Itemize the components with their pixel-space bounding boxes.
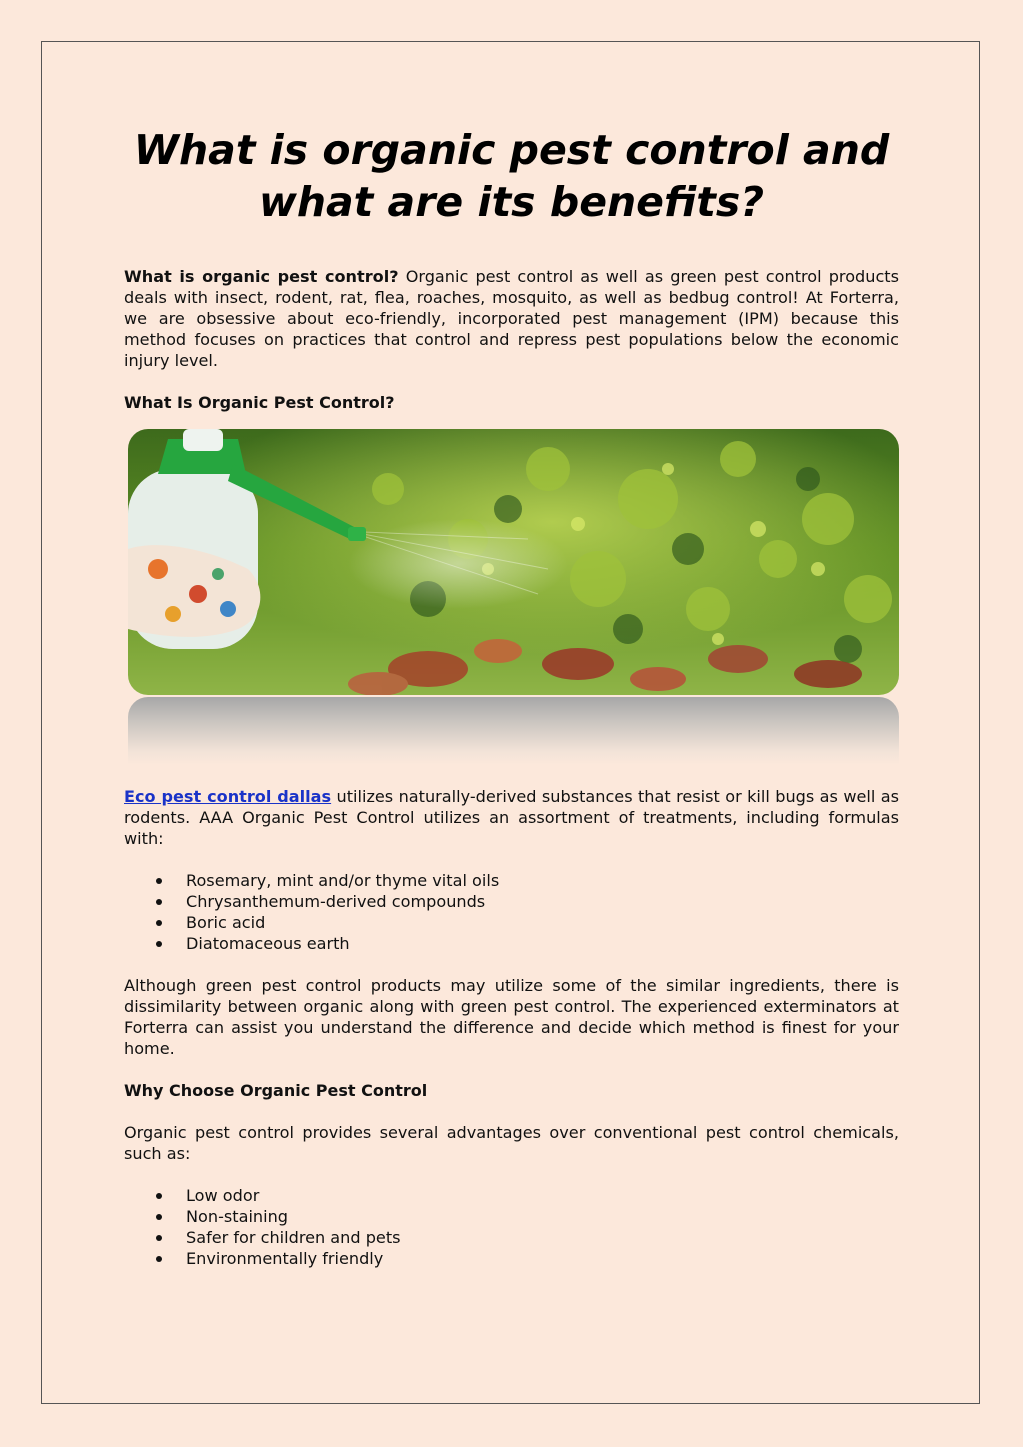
formulas-list [124, 870, 899, 954]
intro-lead: What is organic pest control? [124, 267, 399, 286]
photo-illustration [128, 429, 899, 695]
list-item: Non-staining [124, 1206, 899, 1227]
page-title-line-1: What is organic pest control and [133, 126, 890, 174]
list-item: Environmentally friendly [124, 1248, 899, 1269]
page-title [90, 124, 933, 228]
list-item: Safer for children and pets [124, 1227, 899, 1248]
list-item: Chrysanthemum-derived compounds [124, 891, 899, 912]
eco-pest-control-dallas-link[interactable]: Eco pest control dallas [124, 787, 332, 806]
photo-frame [128, 429, 899, 695]
comparison-paragraph: Although green pest control products may utilize some of the similar ingredients, there is dissimilarity between organic along with green pest control. The experienced exterminators at Forterra can assist you understand the difference and decide which method is finest for your home. [124, 976, 899, 1058]
advantages-list [124, 1185, 899, 1269]
list-item: Low odor [124, 1185, 899, 1206]
page-title-line-2: what are its benefits? [258, 178, 765, 226]
intro-text: Organic pest control as well as green pest control products deals with insect, rodent, rat, flea, roaches, mosquito, as well as bedbug control! At Forterra, we are obsessive about eco-friendly, incorporated pest management (IPM) because this method focuses on practices that control and repress pest populations below the economic injury level. [124, 267, 900, 370]
list-item: Boric acid [124, 912, 899, 933]
photo-reflection [128, 697, 899, 765]
section-heading-what-is: What Is Organic Pest Control? [124, 393, 395, 412]
advantages-intro-paragraph: Organic pest control provides several advantages over conventional pest control chemicals, such as: [124, 1123, 899, 1163]
list-item: Rosemary, mint and/or thyme vital oils [124, 870, 899, 891]
intro-paragraph [124, 266, 899, 371]
article-body [124, 266, 899, 1269]
list-item: Diatomaceous earth [124, 933, 899, 954]
eco-text: utilizes naturally-derived substances that resist or kill bugs as well as rodents. AAA Organic Pest Control utilizes an assortment of treatments, including formulas with: [124, 787, 899, 848]
eco-paragraph [124, 786, 899, 849]
section-heading-why-choose: Why Choose Organic Pest Control [124, 1081, 428, 1100]
garden-spray-photo [128, 429, 899, 765]
